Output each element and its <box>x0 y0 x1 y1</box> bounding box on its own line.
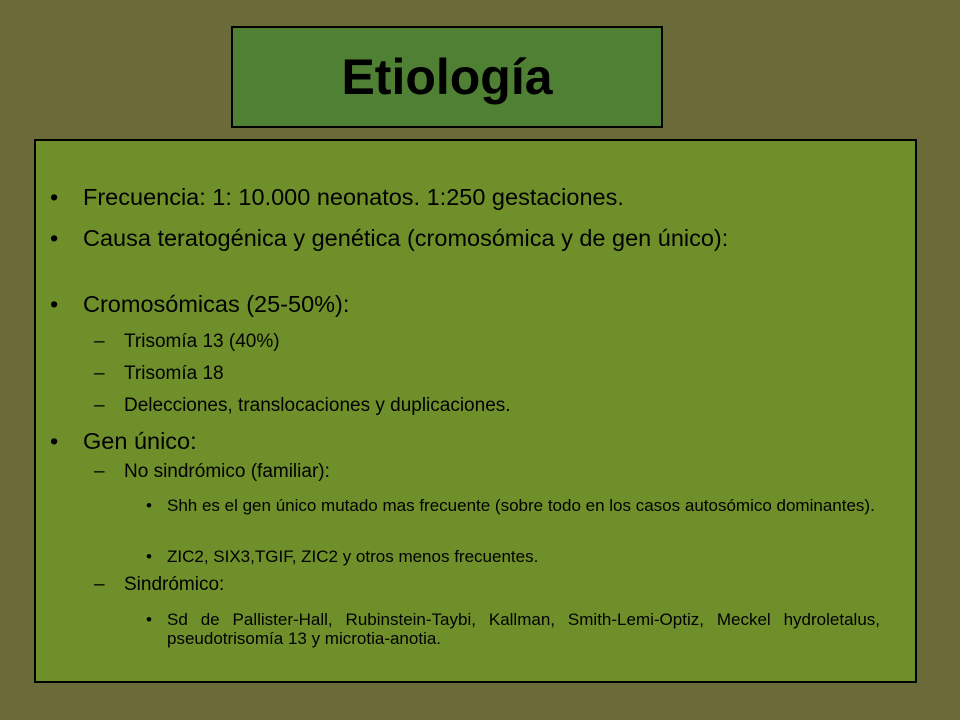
subsubbullet-text: ZIC2, SIX3,TGIF, ZIC2 y otros menos frecuentes. <box>167 547 539 566</box>
subsubbullet-marker: • <box>146 547 152 566</box>
subsubbullet-text: Sd de Pallister-Hall, Rubinstein-Taybi, Kallman, Smith-Lemi-Optiz, Meckel hydroletalus, pseudotrisomía 13 y microtia-anotia. <box>167 610 880 648</box>
subbullet-delecciones <box>94 395 904 417</box>
bullet-cromosomicas <box>50 291 915 317</box>
subbullet-trisomia-18 <box>94 363 904 385</box>
bullet-marker: • <box>50 291 59 317</box>
subbullet-marker: – <box>94 461 105 482</box>
subsubbullet-shh <box>146 496 880 515</box>
subbullet-sindromico <box>94 574 904 596</box>
subbullet-no-sindromico <box>94 461 904 483</box>
subbullet-text: Trisomía 18 <box>124 363 224 384</box>
bullet-marker: • <box>50 428 59 454</box>
subsubbullet-sindromes <box>146 610 880 648</box>
subsubbullet-zic2 <box>146 547 880 566</box>
subbullet-marker: – <box>94 395 105 416</box>
subsubbullet-text: Shh es el gen único mutado mas frecuente (sobre todo en los casos autosómico dominantes). <box>167 496 875 515</box>
bullet-marker: • <box>50 225 59 251</box>
bullet-text: Gen único: <box>83 428 197 454</box>
subbullet-marker: – <box>94 363 105 384</box>
subbullet-marker: – <box>94 331 105 352</box>
subbullet-text: Trisomía 13 (40%) <box>124 331 280 352</box>
bullet-marker: • <box>50 184 59 210</box>
subbullet-marker: – <box>94 574 105 595</box>
subbullet-text: Sindrómico: <box>124 574 225 595</box>
subbullet-text: No sindrómico (familiar): <box>124 461 330 482</box>
title-box <box>231 26 663 128</box>
subsubbullet-marker: • <box>146 496 152 515</box>
slide-title: Etiología <box>341 49 553 105</box>
bullet-gen-unico <box>50 428 915 454</box>
bullet-text: Cromosómicas (25-50%): <box>83 291 350 317</box>
subbullet-text: Delecciones, translocaciones y duplicaciones. <box>124 395 511 416</box>
bullet-text: Frecuencia: 1: 10.000 neonatos. 1:250 gestaciones. <box>83 184 624 210</box>
bullet-frecuencia <box>50 184 915 210</box>
bullet-text: Causa teratogénica y genética (cromosómica y de gen único): <box>83 225 729 251</box>
subsubbullet-marker: • <box>146 610 152 629</box>
subbullet-trisomia-13 <box>94 331 904 353</box>
content-box <box>34 139 917 683</box>
bullet-causa <box>50 225 915 251</box>
